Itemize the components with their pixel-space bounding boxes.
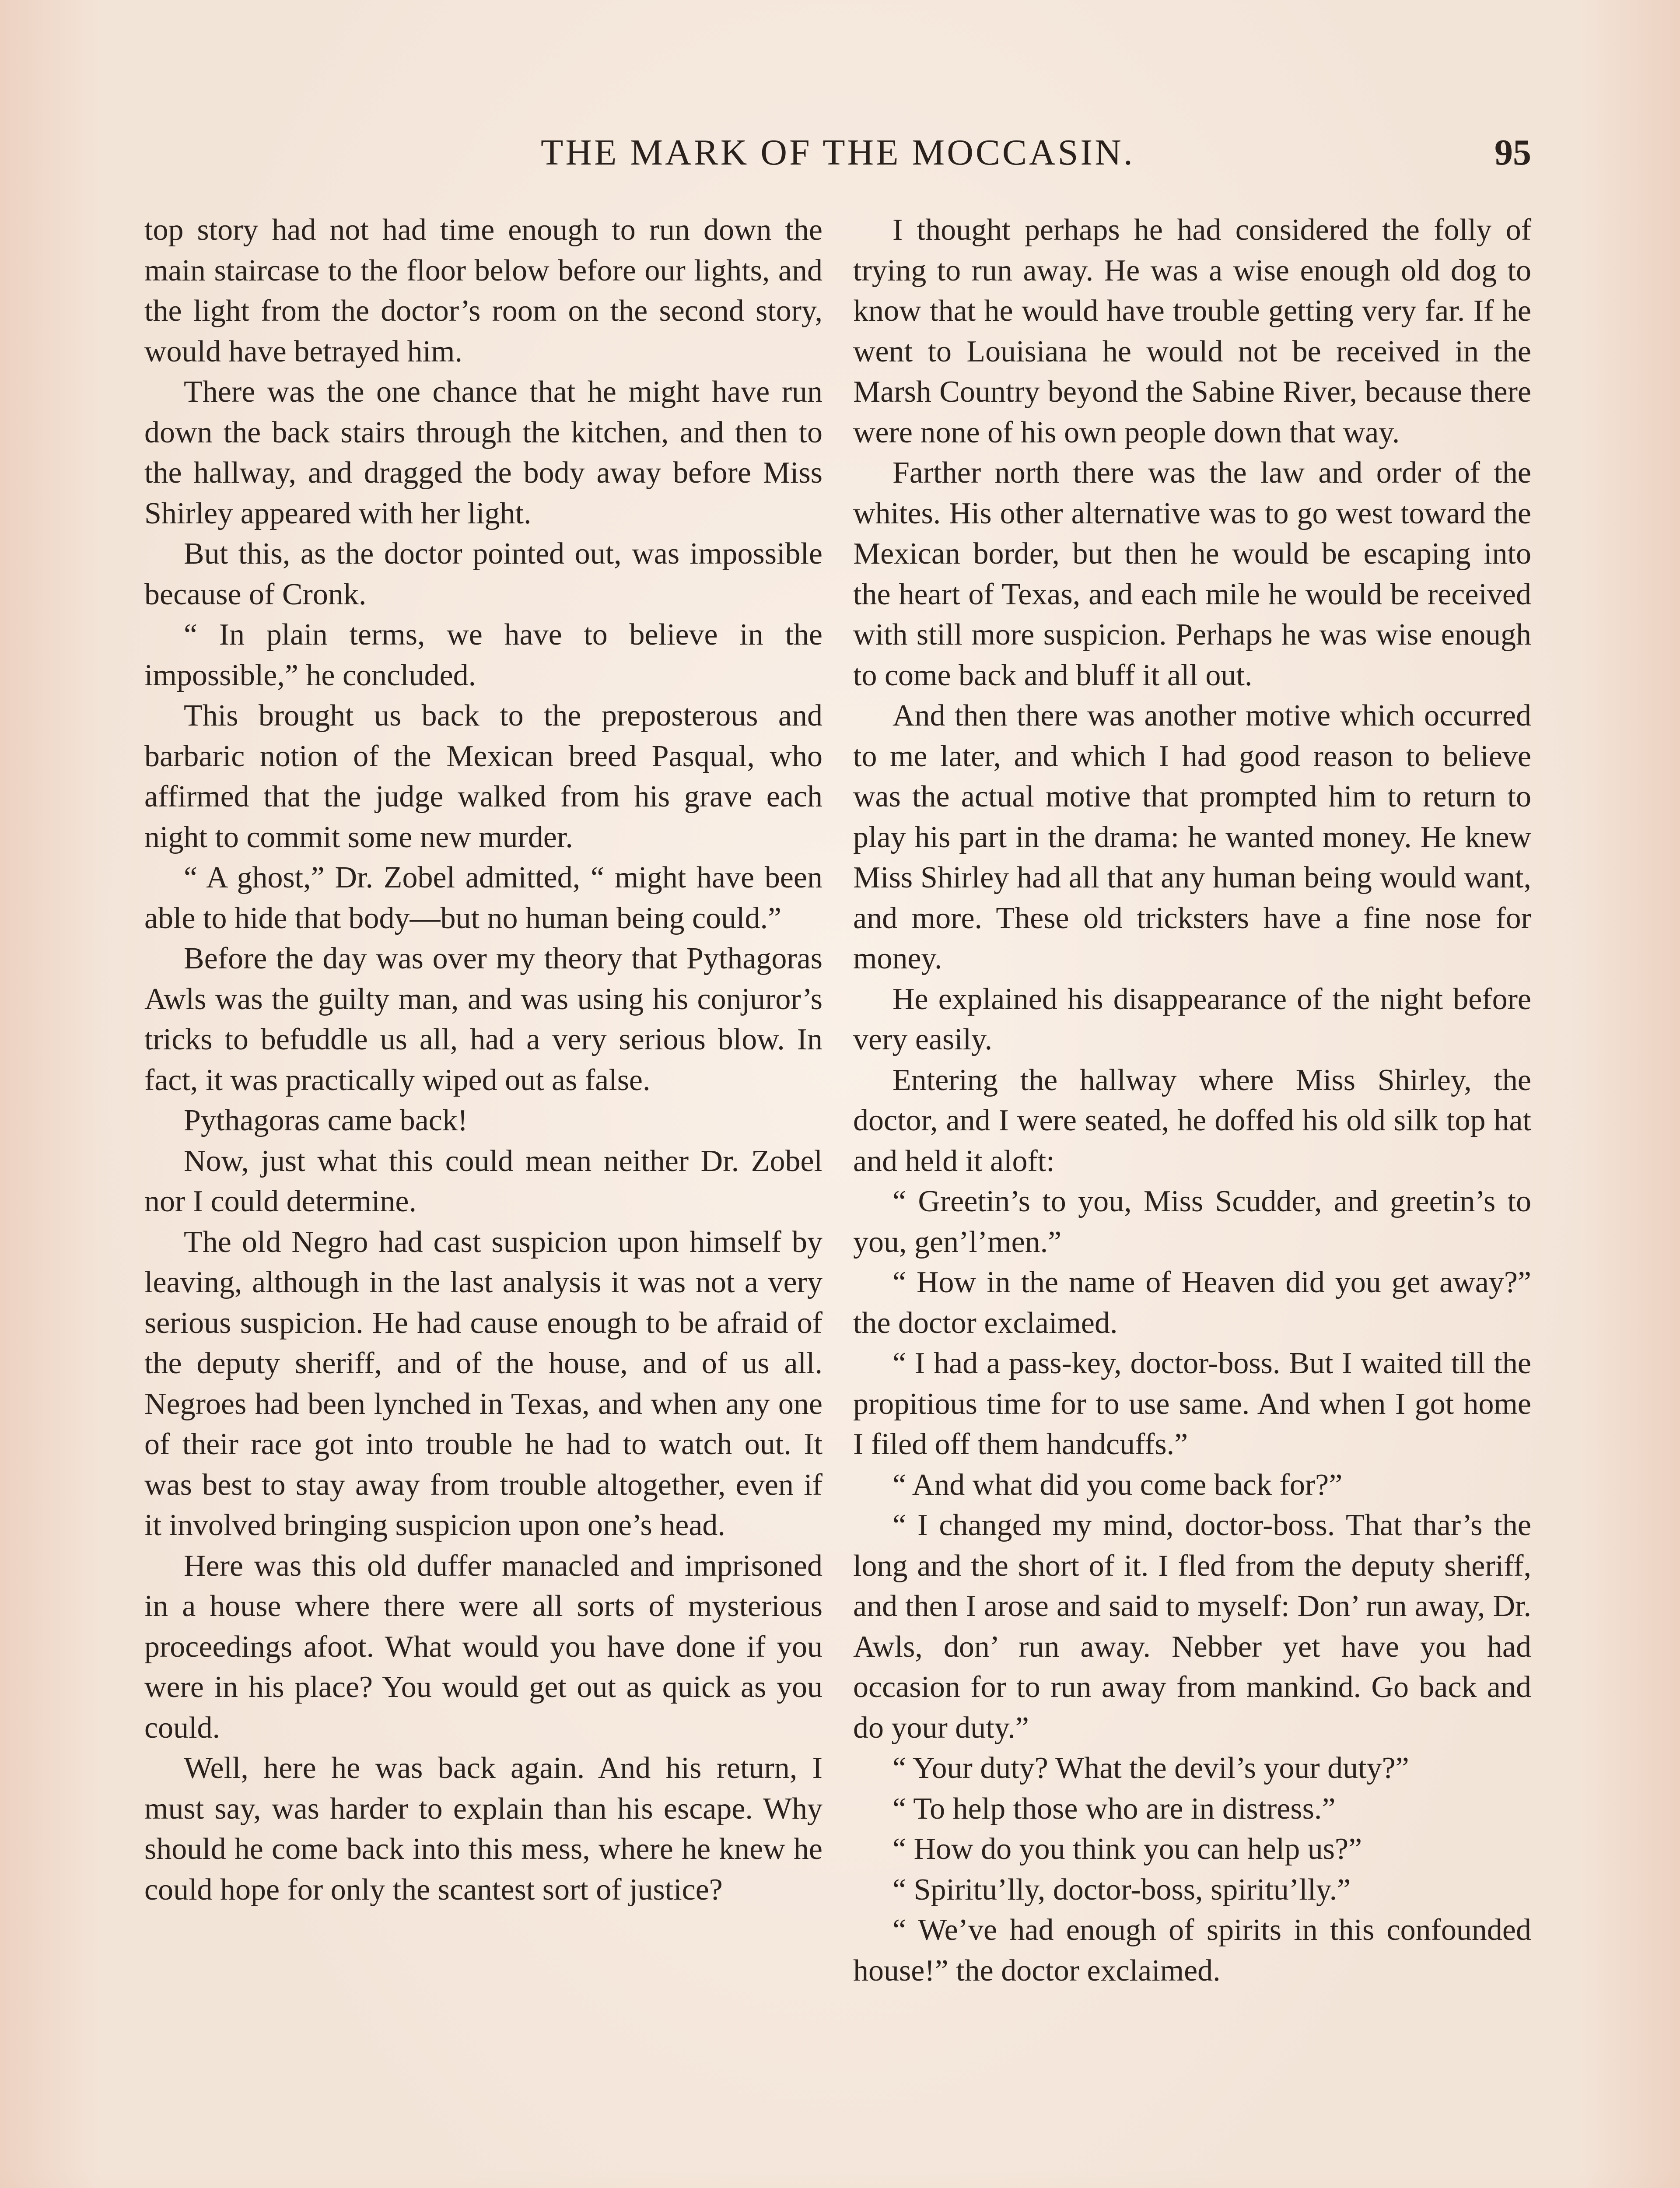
paragraph: I thought perhaps he had considered the folly of trying to run away. He was a wise enough old dog to know that he would have trouble getting very far. If he went to Louisiana he would not be received in the Marsh Country beyond the Sabine River, because there were none of his own people down that way. [853, 213, 1531, 449]
running-head [144, 131, 1531, 179]
paragraph: Farther north there was the law and order of the whites. His other alternative was to go west toward the Mexican border, but then he would be escaping into the heart of Texas, and each mile he would be received with still more suspicion. Perhaps he was wise enough to come back and bluff it all out. [853, 456, 1531, 692]
paragraph: And then there was another motive which occurred to me later, and which I had good reason to believe was the actual motive that prompted him to return to play his part in the drama: he wanted money. He knew Miss Shirley had all that any human being would want, and more. These old tricksters have a fine nose for money. [853, 699, 1531, 975]
paragraph: “ How in the name of Heaven did you get away?” the doctor exclaimed. [853, 1266, 1531, 1340]
paragraph: Before the day was over my theory that Pythagoras Awls was the guilty man, and was using his conjuror’s tricks to befuddle us all, had a very serious blow. In fact, it was practically wiped out as false. [144, 942, 822, 1097]
paragraph: “ Greetin’s to you, Miss Scudder, and greetin’s to you, gen’l’men.” [853, 1185, 1531, 1259]
paragraph: Now, just what this could mean neither Dr. Zobel nor I could determine. [144, 1144, 822, 1218]
paragraph: “ Your duty? What the devil’s your duty?” [892, 1751, 1409, 1785]
paragraph: “ A ghost,” Dr. Zobel admitted, “ might have been able to hide that body—but no human being could.” [144, 861, 822, 935]
right-column [853, 210, 1531, 2188]
paragraph: But this, as the doctor pointed out, was impossible because of Cronk. [144, 537, 822, 611]
paragraph: This brought us back to the preposterous and barbaric notion of the Mexican breed Pasqual, who affirmed that the judge walked from his grave each night to commit some new murder. [144, 699, 822, 854]
page-number: 95 [1494, 132, 1531, 173]
paragraph: “ We’ve had enough of spirits in this confounded house!” the doctor exclaimed. [853, 1913, 1531, 1988]
running-title: THE MARK OF THE MOCCASIN. [541, 132, 1135, 173]
paragraph: “ I had a pass-key, doctor-boss. But I waited till the propitious time for to use same. And when I got home I filed off them handcuffs.” [853, 1346, 1531, 1461]
paragraph: “ And what did you come back for?” [892, 1468, 1343, 1502]
paragraph: Entering the hallway where Miss Shirley, the doctor, and I were seated, he doffed his old silk top hat and held it aloft: [853, 1063, 1531, 1178]
paragraph: Well, here he was back again. And his return, I must say, was harder to explain than his escape. Why should he come back into this mess, where he knew he could hope for only the scantest sort of justice? [144, 1751, 822, 1907]
paragraph: He explained his disappearance of the night before very easily. [853, 982, 1531, 1056]
paragraph: Here was this old duffer manacled and imprisoned in a house where there were all sorts of mysterious proceedings afoot. What would you have done if you were in his place? You would get out as quick as you could. [144, 1549, 822, 1745]
paragraph: top story had not had time enough to run down the main staircase to the floor below before our lights, and the light from the doctor’s room on the second story, would have betrayed him. [144, 213, 822, 368]
paragraph: “ Spiritu’lly, doctor-boss, spiritu’lly.” [892, 1872, 1351, 1907]
paragraph: “ In plain terms, we have to believe in the impossible,” he concluded. [144, 618, 822, 692]
paragraph: “ To help those who are in distress.” [892, 1792, 1336, 1826]
paragraph: Pythagoras came back! [184, 1104, 468, 1137]
paragraph: The old Negro had cast suspicion upon himself by leaving, although in the last analysis it was not a very serious suspicion. He had cause enough to be afraid of the deputy sheriff, and of the house, and of us all. Negroes had been lynched in Texas, and when any one of their race got into trouble he had to watch out. It was best to stay away from trouble altogether, even if it involved bringing suspicion upon one’s head. [144, 1225, 822, 1542]
paragraph: There was the one chance that he might have run down the back stairs through the kitchen, and then to the hallway, and dragged the body away before Miss Shirley appeared with her light. [144, 375, 822, 530]
text-columns [144, 210, 1531, 2188]
paragraph: “ How do you think you can help us?” [892, 1832, 1362, 1866]
paragraph: “ I changed my mind, doctor-boss. That thar’s the long and the short of it. I fled from the deputy sheriff, and then I arose and said to myself: Don’ run away, Dr. Awls, don’ run away. Nebber yet have you had occasion for to run away from mankind. Go back and do your duty.” [853, 1508, 1531, 1745]
left-column [144, 210, 822, 2188]
